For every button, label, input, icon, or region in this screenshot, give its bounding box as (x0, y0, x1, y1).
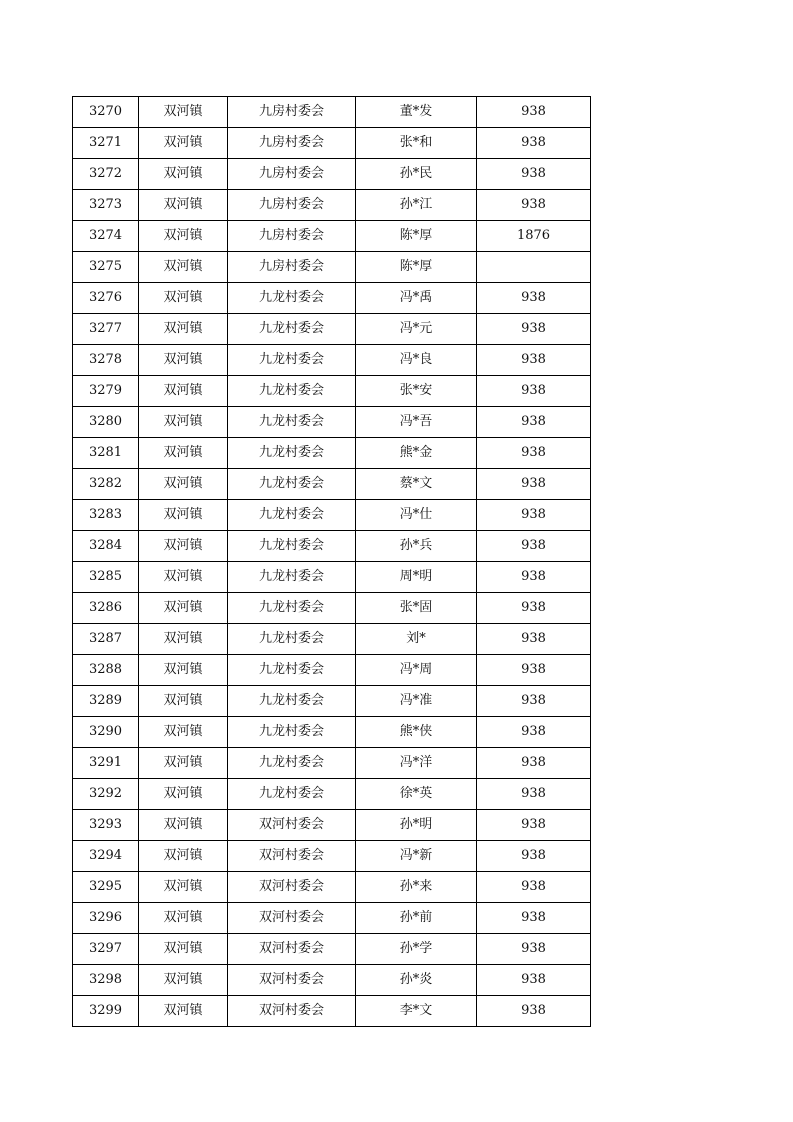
row-number-cell: 3270 (73, 97, 139, 128)
name-cell: 张*安 (356, 376, 477, 407)
row-number-cell: 3272 (73, 159, 139, 190)
table-body (73, 97, 591, 1027)
name-cell: 冯*洋 (356, 748, 477, 779)
village-committee-cell: 九龙村委会 (228, 376, 356, 407)
name-cell: 冯*元 (356, 314, 477, 345)
row-number-cell: 3287 (73, 624, 139, 655)
village-committee-cell: 九龙村委会 (228, 531, 356, 562)
amount-cell: 938 (477, 779, 591, 810)
table-row (73, 562, 591, 593)
town-cell: 双河镇 (139, 872, 228, 903)
row-number-cell: 3288 (73, 655, 139, 686)
table-row (73, 655, 591, 686)
amount-cell: 938 (477, 469, 591, 500)
town-cell: 双河镇 (139, 717, 228, 748)
amount-cell: 938 (477, 872, 591, 903)
amount-cell: 938 (477, 283, 591, 314)
table-row (73, 221, 591, 252)
table-row (73, 314, 591, 345)
row-number-cell: 3291 (73, 748, 139, 779)
amount-cell: 938 (477, 593, 591, 624)
town-cell: 双河镇 (139, 407, 228, 438)
town-cell: 双河镇 (139, 500, 228, 531)
town-cell: 双河镇 (139, 531, 228, 562)
town-cell: 双河镇 (139, 903, 228, 934)
row-number-cell: 3295 (73, 872, 139, 903)
name-cell: 孙*学 (356, 934, 477, 965)
row-number-cell: 3271 (73, 128, 139, 159)
table-row (73, 407, 591, 438)
village-committee-cell: 九龙村委会 (228, 438, 356, 469)
village-committee-cell: 九龙村委会 (228, 686, 356, 717)
name-cell: 孙*前 (356, 903, 477, 934)
row-number-cell: 3278 (73, 345, 139, 376)
row-number-cell: 3279 (73, 376, 139, 407)
table-row (73, 872, 591, 903)
name-cell: 孙*兵 (356, 531, 477, 562)
table-row (73, 748, 591, 779)
village-committee-cell: 九龙村委会 (228, 593, 356, 624)
name-cell: 孙*炎 (356, 965, 477, 996)
row-number-cell: 3277 (73, 314, 139, 345)
name-cell: 李*文 (356, 996, 477, 1027)
table-row (73, 500, 591, 531)
table-row (73, 252, 591, 283)
table-row (73, 190, 591, 221)
table-row (73, 686, 591, 717)
town-cell: 双河镇 (139, 97, 228, 128)
row-number-cell: 3285 (73, 562, 139, 593)
name-cell: 孙*来 (356, 872, 477, 903)
name-cell: 周*明 (356, 562, 477, 593)
name-cell: 孙*民 (356, 159, 477, 190)
town-cell: 双河镇 (139, 190, 228, 221)
name-cell: 冯*准 (356, 686, 477, 717)
village-committee-cell: 九房村委会 (228, 221, 356, 252)
town-cell: 双河镇 (139, 128, 228, 159)
town-cell: 双河镇 (139, 283, 228, 314)
name-cell: 陈*厚 (356, 221, 477, 252)
town-cell: 双河镇 (139, 159, 228, 190)
town-cell: 双河镇 (139, 810, 228, 841)
amount-cell: 938 (477, 407, 591, 438)
table-row (73, 283, 591, 314)
village-committee-cell: 九龙村委会 (228, 779, 356, 810)
town-cell: 双河镇 (139, 934, 228, 965)
village-committee-cell: 九龙村委会 (228, 500, 356, 531)
row-number-cell: 3284 (73, 531, 139, 562)
village-committee-cell: 双河村委会 (228, 872, 356, 903)
amount-cell: 938 (477, 128, 591, 159)
row-number-cell: 3274 (73, 221, 139, 252)
village-committee-cell: 双河村委会 (228, 934, 356, 965)
village-committee-cell: 九龙村委会 (228, 469, 356, 500)
amount-cell: 938 (477, 717, 591, 748)
amount-cell: 938 (477, 562, 591, 593)
town-cell: 双河镇 (139, 996, 228, 1027)
data-table (72, 96, 591, 1027)
row-number-cell: 3297 (73, 934, 139, 965)
table-row (73, 810, 591, 841)
table-row (73, 624, 591, 655)
table-row (73, 469, 591, 500)
amount-cell: 938 (477, 438, 591, 469)
row-number-cell: 3281 (73, 438, 139, 469)
table-row (73, 376, 591, 407)
row-number-cell: 3298 (73, 965, 139, 996)
amount-cell (477, 252, 591, 283)
amount-cell: 1876 (477, 221, 591, 252)
name-cell: 蔡*文 (356, 469, 477, 500)
row-number-cell: 3296 (73, 903, 139, 934)
table-row (73, 934, 591, 965)
village-committee-cell: 双河村委会 (228, 841, 356, 872)
town-cell: 双河镇 (139, 686, 228, 717)
village-committee-cell: 双河村委会 (228, 810, 356, 841)
table-row (73, 717, 591, 748)
name-cell: 熊*金 (356, 438, 477, 469)
amount-cell: 938 (477, 624, 591, 655)
name-cell: 徐*英 (356, 779, 477, 810)
name-cell: 孙*明 (356, 810, 477, 841)
village-committee-cell: 双河村委会 (228, 996, 356, 1027)
amount-cell: 938 (477, 748, 591, 779)
town-cell: 双河镇 (139, 252, 228, 283)
table-row (73, 531, 591, 562)
name-cell: 孙*江 (356, 190, 477, 221)
table-row (73, 438, 591, 469)
row-number-cell: 3286 (73, 593, 139, 624)
name-cell: 冯*良 (356, 345, 477, 376)
amount-cell: 938 (477, 810, 591, 841)
amount-cell: 938 (477, 500, 591, 531)
row-number-cell: 3293 (73, 810, 139, 841)
town-cell: 双河镇 (139, 438, 228, 469)
town-cell: 双河镇 (139, 376, 228, 407)
table-row (73, 779, 591, 810)
name-cell: 冯*禹 (356, 283, 477, 314)
table-row (73, 996, 591, 1027)
town-cell: 双河镇 (139, 314, 228, 345)
town-cell: 双河镇 (139, 965, 228, 996)
amount-cell: 938 (477, 686, 591, 717)
row-number-cell: 3282 (73, 469, 139, 500)
town-cell: 双河镇 (139, 593, 228, 624)
village-committee-cell: 九龙村委会 (228, 283, 356, 314)
row-number-cell: 3276 (73, 283, 139, 314)
amount-cell: 938 (477, 345, 591, 376)
row-number-cell: 3275 (73, 252, 139, 283)
village-committee-cell: 双河村委会 (228, 903, 356, 934)
name-cell: 熊*侠 (356, 717, 477, 748)
village-committee-cell: 九房村委会 (228, 252, 356, 283)
row-number-cell: 3299 (73, 996, 139, 1027)
table-row (73, 97, 591, 128)
amount-cell: 938 (477, 159, 591, 190)
row-number-cell: 3290 (73, 717, 139, 748)
amount-cell: 938 (477, 376, 591, 407)
row-number-cell: 3292 (73, 779, 139, 810)
amount-cell: 938 (477, 965, 591, 996)
town-cell: 双河镇 (139, 779, 228, 810)
village-committee-cell: 九龙村委会 (228, 655, 356, 686)
row-number-cell: 3273 (73, 190, 139, 221)
village-committee-cell: 九龙村委会 (228, 407, 356, 438)
village-committee-cell: 九房村委会 (228, 97, 356, 128)
table-row (73, 903, 591, 934)
name-cell: 冯*周 (356, 655, 477, 686)
town-cell: 双河镇 (139, 469, 228, 500)
amount-cell: 938 (477, 655, 591, 686)
amount-cell: 938 (477, 841, 591, 872)
row-number-cell: 3289 (73, 686, 139, 717)
name-cell: 张*和 (356, 128, 477, 159)
amount-cell: 938 (477, 934, 591, 965)
town-cell: 双河镇 (139, 345, 228, 376)
village-committee-cell: 九龙村委会 (228, 562, 356, 593)
village-committee-cell: 九龙村委会 (228, 624, 356, 655)
town-cell: 双河镇 (139, 748, 228, 779)
name-cell: 董*发 (356, 97, 477, 128)
village-committee-cell: 九房村委会 (228, 190, 356, 221)
row-number-cell: 3294 (73, 841, 139, 872)
table-row (73, 965, 591, 996)
name-cell: 刘* (356, 624, 477, 655)
town-cell: 双河镇 (139, 562, 228, 593)
village-committee-cell: 双河村委会 (228, 965, 356, 996)
village-committee-cell: 九龙村委会 (228, 345, 356, 376)
town-cell: 双河镇 (139, 655, 228, 686)
village-committee-cell: 九房村委会 (228, 159, 356, 190)
amount-cell: 938 (477, 97, 591, 128)
town-cell: 双河镇 (139, 841, 228, 872)
table-row (73, 841, 591, 872)
village-committee-cell: 九龙村委会 (228, 314, 356, 345)
amount-cell: 938 (477, 903, 591, 934)
amount-cell: 938 (477, 190, 591, 221)
village-committee-cell: 九龙村委会 (228, 748, 356, 779)
name-cell: 陈*厚 (356, 252, 477, 283)
village-committee-cell: 九龙村委会 (228, 717, 356, 748)
village-committee-cell: 九房村委会 (228, 128, 356, 159)
amount-cell: 938 (477, 996, 591, 1027)
row-number-cell: 3283 (73, 500, 139, 531)
amount-cell: 938 (477, 531, 591, 562)
row-number-cell: 3280 (73, 407, 139, 438)
table-row (73, 159, 591, 190)
table-row (73, 128, 591, 159)
amount-cell: 938 (477, 314, 591, 345)
table-row (73, 345, 591, 376)
name-cell: 冯*仕 (356, 500, 477, 531)
table-row (73, 593, 591, 624)
town-cell: 双河镇 (139, 221, 228, 252)
name-cell: 冯*新 (356, 841, 477, 872)
town-cell: 双河镇 (139, 624, 228, 655)
name-cell: 张*固 (356, 593, 477, 624)
name-cell: 冯*吾 (356, 407, 477, 438)
